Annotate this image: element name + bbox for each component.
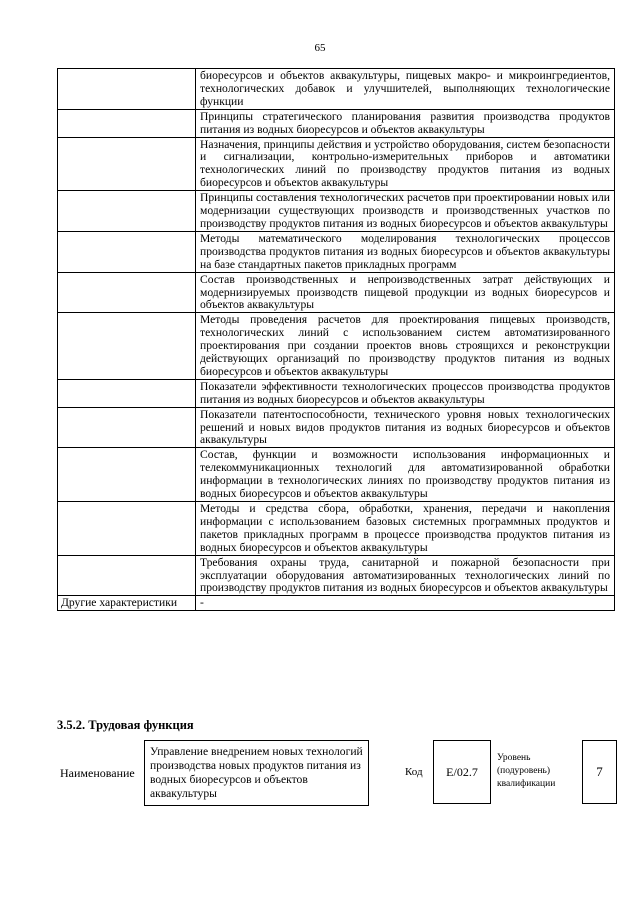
row-text-cell: Методы математического моделирования технологических процессов производства продуктов питания из водных биоресурсов и объектов аквакультуры на базе стандартных пакетов прикладных программ [196,231,615,272]
table-row [58,69,615,110]
table-row [58,502,615,556]
row-text-cell: Методы и средства сбора, обработки, хранения, передачи и накопления информации с использованием базовых системных программных продуктов и пакетов прикладных программ в процессе производства продуктов питания из водных биоресурсов и объектов аквакультуры [196,502,615,556]
table-row [58,596,615,611]
row-label-cell [58,69,196,110]
table-row [58,191,615,232]
row-text-cell: Состав, функции и возможности использования информационных и телекоммуникационных технологий для автоматизированной обработки информации в технологических линиях по производству продуктов питания из водных биоресурсов и объектов аквакультуры [196,448,615,502]
function-name-box: Управление внедрением новых технологий производства новых продуктов питания из водных биоресурсов и объектов аквакультуры [144,740,369,806]
row-text-cell: биоресурсов и объектов аквакультуры, пищевых макро- и микроингредиентов, технологических добавок и улучшителей, выполняющих технологические функции [196,69,615,110]
row-label-cell [58,191,196,232]
table-row [58,313,615,380]
qualification-level-label-line2: (подуровень) [497,766,551,776]
table-row [58,448,615,502]
table-row [58,272,615,313]
table-row [58,379,615,407]
row-label-cell [58,555,196,596]
row-label-cell [58,502,196,556]
table-row [58,109,615,137]
function-name-label: Наименование [60,766,135,780]
qualification-level-label [497,752,555,791]
row-label-cell [58,109,196,137]
table-row [58,555,615,596]
requirements-table [57,68,615,611]
row-label-cell: Другие характеристики [58,596,196,611]
row-text-cell: Показатели патентоспособности, технического уровня новых технологических решений и новых видов продуктов питания из водных биоресурсов и объектов аквакультуры [196,407,615,448]
row-text-cell: Требования охраны труда, санитарной и пожарной безопасности при эксплуатации оборудования автоматизированных технологических линий по производству продуктов питания из водных биоресурсов и объектов аквакультуры [196,555,615,596]
row-text-cell: Принципы составления технологических расчетов при проектировании новых или модернизации существующих производств и производственных участков по производству продуктов питания из водных биоресурсов и объектов аквакультуры [196,191,615,232]
row-text-cell: Назначения, принципы действия и устройство оборудования, систем безопасности и сигнализации, контрольно-измерительных приборов и автоматики технологических линий по производству продуктов питания из водных биоресурсов и объектов аквакультуры [196,137,615,191]
row-text-cell: Принципы стратегического планирования развития производства продуктов питания из водных биоресурсов и объектов аквакультуры [196,109,615,137]
row-label-cell [58,231,196,272]
row-label-cell [58,407,196,448]
qualification-level-label-line1: Уровень [497,753,531,763]
qualification-level-label-line3: квалификации [497,779,556,789]
row-label-cell [58,137,196,191]
row-label-cell [58,379,196,407]
row-label-cell [58,313,196,380]
row-label-cell [58,448,196,502]
function-code-box: E/02.7 [433,740,491,804]
section-title: 3.5.2. Трудовая функция [57,718,194,732]
table-row [58,137,615,191]
table-row [58,407,615,448]
row-text-cell: Состав производственных и непроизводственных затрат действующих и модернизируемых производств пищевой продукции из водных биоресурсов и объектов аквакультуры [196,272,615,313]
table-row [58,231,615,272]
row-text-cell: Методы проведения расчетов для проектирования пищевых производств, технологических линий с использованием систем автоматизированного проектирования при создании проектов вновь строящихся и реконструкции действующих организаций по производству продуктов питания из водных биоресурсов и объектов аквакультуры [196,313,615,380]
function-code-label: Код [405,766,423,778]
row-text-cell: Показатели эффективности технологических процессов производства продуктов питания из водных биоресурсов и объектов аквакультуры [196,379,615,407]
row-text-cell: - [196,596,615,611]
qualification-level-box: 7 [582,740,617,804]
row-label-cell [58,272,196,313]
page-number: 65 [314,42,326,54]
